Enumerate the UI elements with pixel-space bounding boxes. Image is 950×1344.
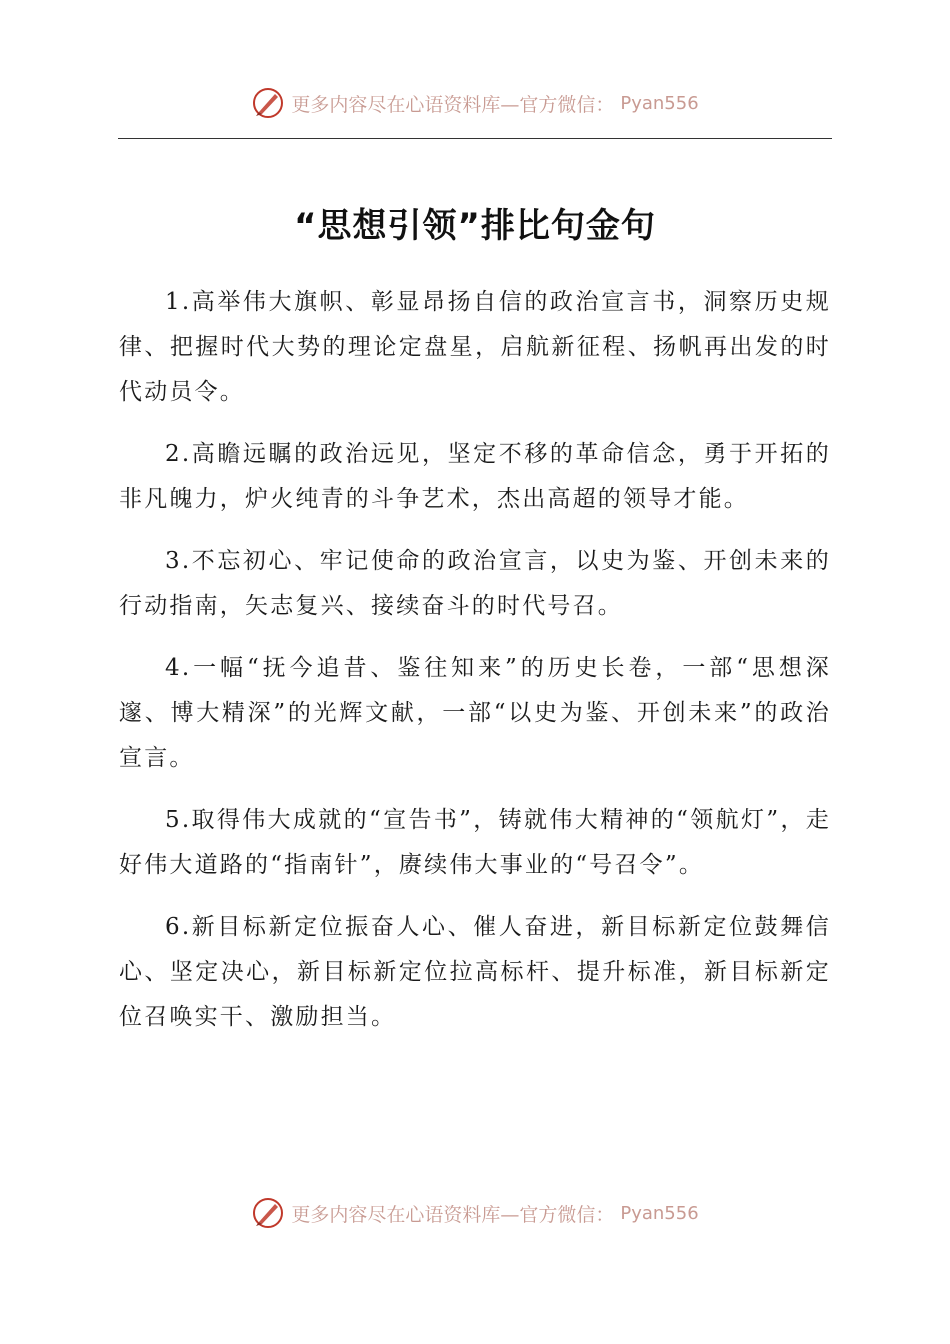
header-divider [118, 138, 832, 139]
document-title: “思想引领”排比句金句 [294, 206, 656, 246]
paragraph-1: 1.高举伟大旗帜、彰显昂扬自信的政治宣言书，洞察历史规律、把握时代大势的理论定盘星，启航新征程、扬帆再出发的时代动员令。 [119, 289, 831, 405]
header-watermark [0, 86, 950, 120]
paragraph-2: 2.高瞻远瞩的政治远见，坚定不移的革命信念，勇于开拓的非凡魄力，炉火纯青的斗争艺术，杰出高超的领导才能。 [119, 441, 831, 512]
paragraph-3: 3.不忘初心、牢记使命的政治宣言，以史为鉴、开创未来的行动指南，矢志复兴、接续奋斗的时代号召。 [119, 548, 831, 619]
quill-pen-circle-icon [251, 86, 285, 120]
watermark-text: 更多内容尽在心语资料库—官方微信： [291, 1203, 615, 1226]
paragraph-6: 6.新目标新定位振奋人心、催人奋进，新目标新定位鼓舞信心、坚定决心，新目标新定位拉高标杆、提升标准，新目标新定位召唤实干、激励担当。 [119, 914, 831, 1030]
watermark-account: Pyan556 [620, 1202, 699, 1224]
paragraph-5: 5.取得伟大成就的“宣告书”，铸就伟大精神的“领航灯”，走好伟大道路的“指南针”，赓续伟大事业的“号召令”。 [119, 807, 831, 878]
quill-pen-circle-icon [251, 1196, 285, 1230]
document-body [119, 280, 831, 1057]
paragraph-4: 4.一幅“抚今追昔、鉴往知来”的历史长卷，一部“思想深邃、博大精深”的光辉文献，一部“以史为鉴、开创未来”的政治宣言。 [119, 655, 831, 771]
watermark-text: 更多内容尽在心语资料库—官方微信： [291, 93, 615, 116]
footer-watermark [0, 1196, 950, 1230]
watermark-account: Pyan556 [620, 92, 699, 114]
